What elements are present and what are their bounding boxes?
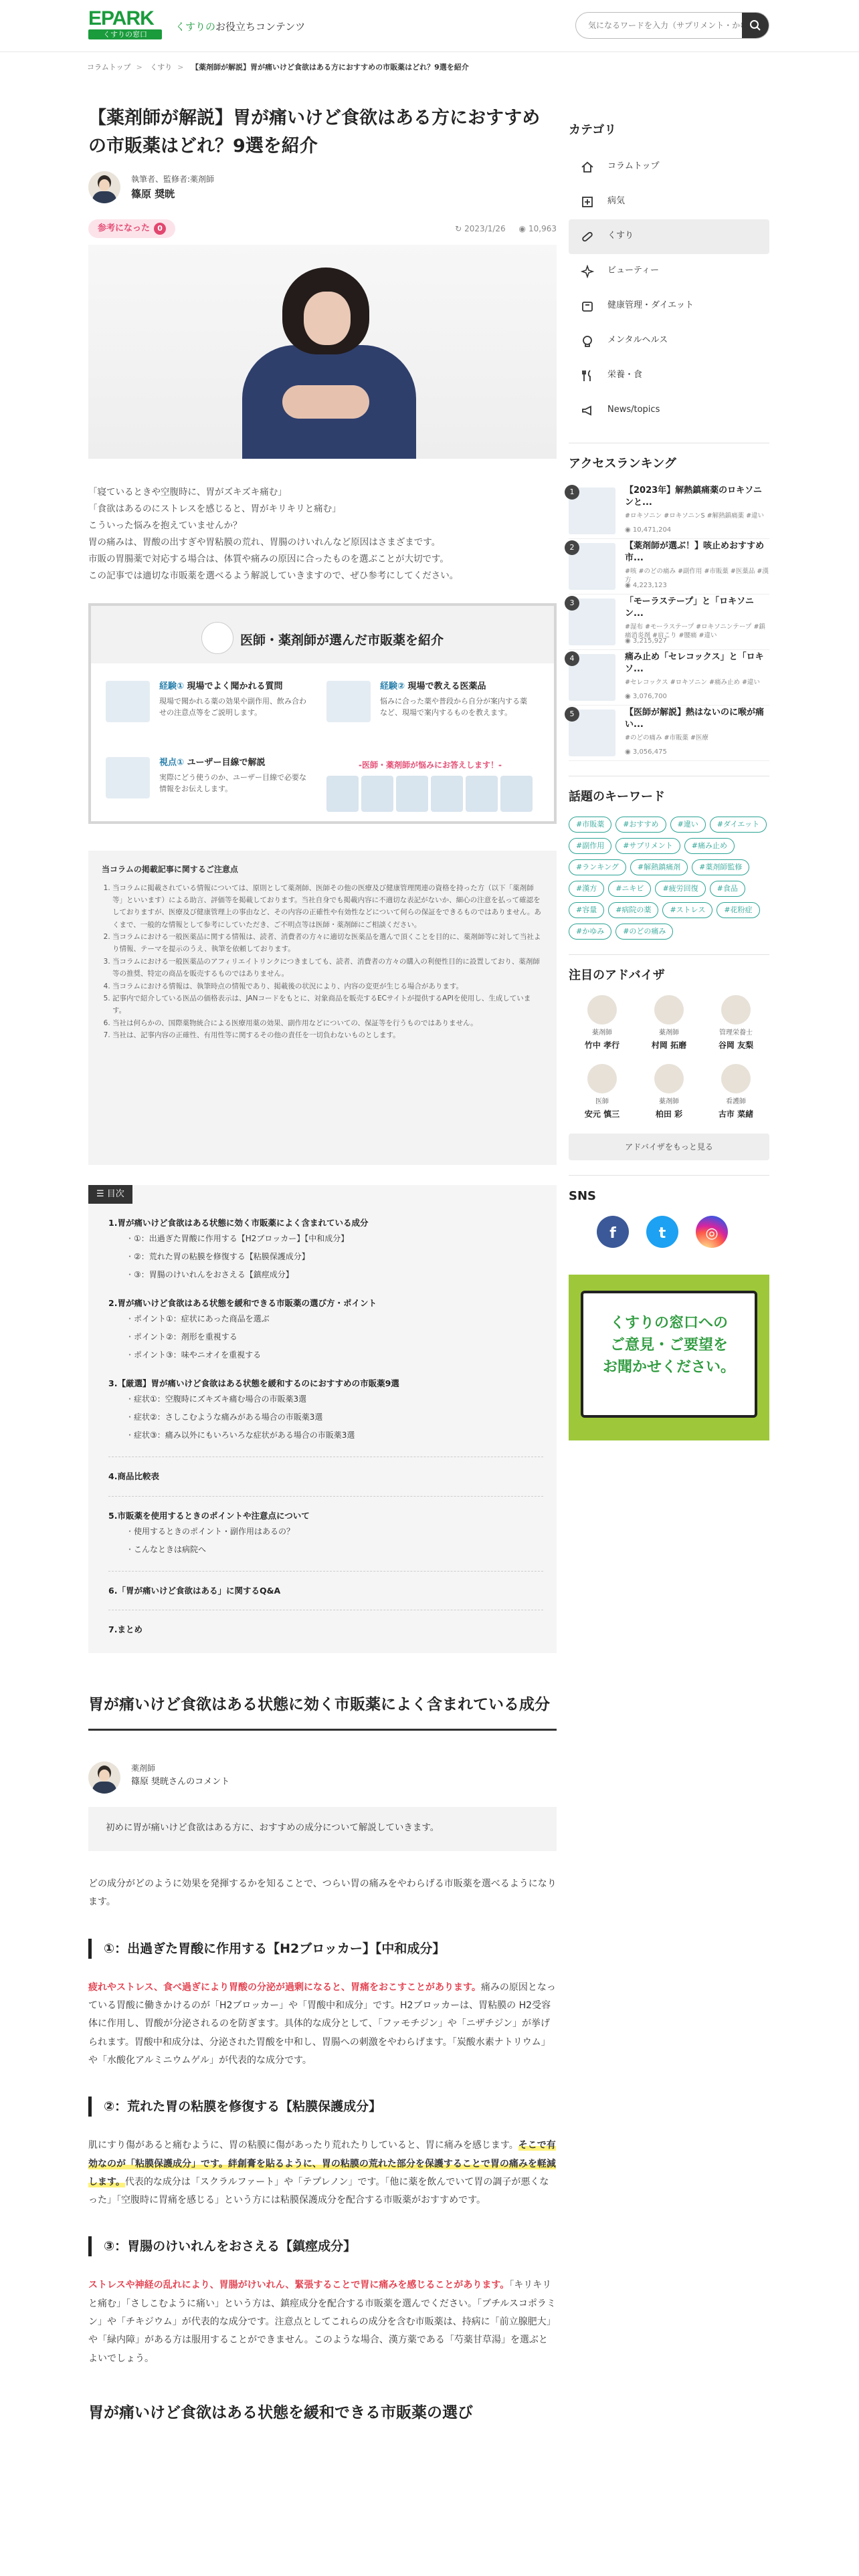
keyword-tag[interactable]: #解熱鎮痛剤: [630, 859, 688, 875]
hospital-icon: [581, 195, 594, 209]
pharmacist-label: -医師・薬剤師が悩みにお答えします！-: [359, 760, 502, 770]
advisor-more-button[interactable]: アドバイザをもっと見る: [569, 1134, 769, 1160]
notice-item: 2. 当コラムにおける一般医薬品に関する情報は、読者、消費者の方々に適切な医薬品を選んで頂くことを目的に、薬剤師等に対して当社より情報、テーマを提示のうえ、執筆を依頼しております。: [112, 931, 543, 956]
notice-item: 4. 当コラムにおける情報は、執筆時点の情報であり、掲載後の状況により、内容の変更が生じる場合があります。: [112, 980, 543, 992]
home-icon: [581, 160, 594, 174]
intro-text: [88, 484, 557, 584]
advisor-card[interactable]: 看護師 古市 菜緒: [702, 1064, 769, 1121]
ranking-item[interactable]: [569, 484, 769, 539]
intro-line: 「食欲はあるのにストレスを感じると、胃がキリキリと痛む」: [88, 503, 341, 514]
keyword-tag[interactable]: #食品: [710, 881, 745, 897]
toc-section-4[interactable]: 4.商品比較表: [108, 1471, 159, 1482]
toc-section-2[interactable]: 2.胃が痛いけど食欲はある状態を緩和できる市販薬の選び方・ポイント: [108, 1297, 377, 1308]
keyword-tag[interactable]: #花粉症: [717, 902, 759, 918]
sns-title: SNS: [569, 1188, 596, 1203]
notice-item: 6. 当社は何らかの、国際薬物統合による医療用薬の効果、副作用などについての、保証等を行うものではありません。: [112, 1017, 543, 1029]
keyword-tag[interactable]: #容量: [569, 902, 604, 918]
notice-box: [88, 851, 557, 1165]
fork-knife-icon: [581, 369, 594, 383]
keyword-tag[interactable]: #病院の薬: [608, 902, 658, 918]
rank-number: 3: [565, 596, 579, 611]
paragraph: 肌にすり傷があると痛むように、胃の粘膜に傷があったり荒れたりしていると、胃に痛みを感じます。そこで有効なのが「粘膜保護成分」です。絆創膏を貼るように、胃の粘膜の荒れた部分を保護することで胃の痛みを軽減します。代表的な成分は「スクラルファート」や「テプレノン」です。「他に薬を飲んでいて胃の調子が悪くなった」「空腹時に胃痛を感じる」という方には粘膜保護成分を配合する市販薬がおすすめです。: [88, 2140, 556, 2206]
banner-photo: [106, 757, 150, 798]
banner-photo: [106, 681, 150, 722]
helpful-count: 0: [154, 223, 166, 235]
advisor-card[interactable]: 管理栄養士 谷岡 友梨: [702, 995, 769, 1052]
keyword-tag[interactable]: #漢方: [569, 881, 604, 897]
search-box: [575, 12, 769, 39]
megaphone-icon: [581, 404, 594, 417]
keyword-tag[interactable]: #ニキビ: [608, 881, 651, 897]
toc-sub[interactable]: ・ 症状②：さしこむような痛みがある場合の市販薬3選: [108, 1408, 543, 1426]
site-header: [0, 0, 859, 52]
site-name[interactable]: [175, 19, 305, 36]
avatar: [721, 1064, 751, 1093]
head-icon: [581, 334, 594, 348]
author-role: 執筆者、監修者:薬剤師: [131, 174, 215, 184]
keyword-tag[interactable]: #ランキング: [569, 859, 626, 875]
avatar: [654, 1064, 684, 1093]
ranking-item[interactable]: [569, 595, 769, 650]
toc-section-7[interactable]: 7.まとめ: [108, 1624, 142, 1634]
hero-image: [88, 245, 557, 459]
ranking-item[interactable]: [569, 706, 769, 761]
advisor-grid: [569, 995, 769, 1121]
keyword-tag[interactable]: #おすすめ: [615, 817, 666, 833]
keyword-title: 話題のキーワード: [569, 790, 665, 804]
update-icon: ↻: [455, 223, 462, 233]
keyword-tag[interactable]: #薬剤師監修: [692, 859, 749, 875]
section-heading: 胃が痛いけど食欲はある状態を緩和できる市販薬の選び: [88, 2403, 473, 2422]
avatar: [587, 995, 617, 1025]
category-item-health[interactable]: 健康管理・ダイエット: [569, 289, 769, 324]
toc-sub[interactable]: ・ 症状③：痛み以外にもいろいろな症状がある場合の市販薬3選: [108, 1426, 543, 1444]
helpful-label: 参考になった: [98, 223, 151, 233]
toc-section-6[interactable]: 6.「胃が痛いけど食欲はある」に関するQ&A: [108, 1585, 281, 1596]
toc-list: [108, 1216, 543, 1637]
keyword-tag[interactable]: #ダイエット: [710, 817, 767, 833]
ranking-views: ◉ 3,076,700: [625, 693, 667, 700]
helpful-button[interactable]: [88, 219, 175, 238]
table-of-contents: [88, 1185, 557, 1653]
rank-number: 2: [565, 540, 579, 555]
feedback-banner[interactable]: [569, 1275, 769, 1440]
ranking-item[interactable]: [569, 650, 769, 706]
author-name[interactable]: 篠原 奨晄: [131, 187, 175, 200]
banner-item-desc: 悩みに合った薬や普段から自分が案内する薬など、現場で案内するものを教えます。: [380, 696, 527, 718]
ranking-views: ◉ 3,056,475: [625, 748, 667, 756]
keyword-list: [569, 817, 769, 940]
paragraph: ストレスや神経の乱れにより、胃腸がけいれん、緊張することで胃に痛みを感じることがあります。「キリキリと痛む」「さしこむように痛い」という方は、鎮痙成分を配合する市販薬を選んでください。「ブチルスコポラミン」や「チキジウム」が代表的な成分です。注意点としてこれらの成分を含む市販薬は、持病に「前立腺肥大」や「緑内障」がある方は服用することができません。このような場合、漢方薬である「芍薬甘草湯」を選ぶとよいでしょう。: [88, 2280, 556, 2364]
ranking-views: ◉ 3,215,927: [625, 637, 667, 645]
toc-section-1[interactable]: 1.胃が痛いけど食欲はある状態に効く市販薬によく含まれている成分: [108, 1217, 369, 1228]
ranking-title-text: 【2023年】解熱鎮痛薬のロキソニンと...: [625, 486, 762, 508]
breadcrumb-item-top[interactable]: コラムトップ: [87, 63, 131, 72]
expert-banner[interactable]: [88, 603, 557, 824]
view-count: 10,963: [529, 223, 557, 233]
instagram-icon[interactable]: ◎: [696, 1216, 728, 1248]
category-item-news[interactable]: News/topics: [569, 393, 769, 428]
sidebar: [569, 120, 769, 1440]
intro-line: この記事では適切な市販薬を選べるよう解説していきますので、ぜひ参考にしてください。: [88, 570, 459, 581]
facebook-icon[interactable]: f: [597, 1216, 629, 1248]
meta-info: [444, 222, 557, 235]
epark-logo[interactable]: [88, 8, 162, 39]
ranking-tags: #セレコックス #ロキソニン #痛み止め #違い: [625, 679, 760, 686]
category-item-top[interactable]: コラムトップ: [569, 150, 769, 185]
rank-number: 5: [565, 707, 579, 722]
breadcrumb-sep: >: [136, 63, 142, 72]
search-button[interactable]: [742, 13, 769, 38]
toc-sub[interactable]: ・ ポイント②：剤形を重視する: [108, 1328, 543, 1346]
banner-item-title: 経験① 現場でよく聞かれる質問: [159, 681, 283, 691]
ranking-title-text: 【薬剤師が選ぶ！】咳止めおすすめ市...: [625, 541, 765, 564]
ranking-title-text: 【医師が解説】熱はないのに喉が痛い...: [625, 708, 765, 730]
advisor-card[interactable]: 薬剤師 竹中 孝行: [569, 995, 636, 1052]
logo-sub: くすりの窓口: [88, 29, 162, 39]
breadcrumb-item-kusuri[interactable]: くすり: [150, 63, 173, 72]
sns-links: [569, 1216, 769, 1248]
sparkle-icon: [581, 265, 594, 278]
intro-line: 胃の痛みは、胃酸の出すぎや胃粘膜の荒れ、胃腸のけいれんなど原因はさまざまです。: [88, 536, 441, 548]
keyword-tag[interactable]: #サプリメント: [615, 838, 680, 854]
ranking-item[interactable]: [569, 539, 769, 595]
article-main: [88, 94, 557, 2438]
pharmacist-row: [326, 758, 534, 812]
advisor-card[interactable]: 医師 安元 慎三: [569, 1064, 636, 1121]
advisor-card[interactable]: 薬剤師 村岡 拓磨: [636, 995, 702, 1052]
ranking-tags: #湿布 #モーラステープ #ロキソニンテープ #鎮痛消炎剤 #肩こり #腰痛 #違い: [625, 623, 765, 640]
logo-text: EPARK: [88, 7, 154, 29]
comment-name: 篠原 奨晄さんのコメント: [131, 1777, 230, 1788]
ranking-tags: #ロキソニン #ロキソニンS #解熱鎮痛薬 #違い: [625, 512, 765, 520]
category-item-disease[interactable]: 病気: [569, 185, 769, 219]
intro-line: 市販の胃腸薬で対応する場合は、体質や痛みの原因に合ったものを選ぶことが大切です。: [88, 553, 449, 564]
pill-icon: [581, 230, 594, 243]
keyword-tag[interactable]: #痛み止め: [684, 838, 735, 854]
twitter-icon[interactable]: t: [646, 1216, 678, 1248]
notice-item: 5. 記事内で紹介している医品の価格表示は、JANコードをもとに、対象商品を販売するECサイトが提供するAPIを使用し、生成しています。: [112, 992, 543, 1017]
rank-number: 4: [565, 651, 579, 666]
paragraph: 疲れやストレス、食べ過ぎにより胃酸の分泌が過剰になると、胃痛をおこすことがあります。痛みの原因となっている胃酸に働きかけるのが「H2ブロッカー」や「胃酸中和成分」です。H2ブロッカーは、胃粘膜の H2受容体に作用し、胃酸が分泌されるのを防ぎます。具体的な成分として、「ファモチジン」や「ニザチジン」が挙げられます。胃酸中和成分は、分泌された胃酸を中和し、胃腸への刺激をやわらげます。「炭酸水素ナトリウム」や「水酸化アルミニウムゲル」が代表的な成分です。: [88, 1981, 556, 2066]
banner-item-desc: 現場で聞かれる薬の効果や副作用、飲み合わせの注意点等をご説明します。: [159, 696, 306, 718]
toc-sub[interactable]: ・ ポイント①：症状にあった商品を選ぶ: [108, 1310, 543, 1328]
keyword-tag[interactable]: #のどの痛み: [615, 924, 673, 940]
eye-icon: ◉: [518, 223, 526, 233]
search-icon: [749, 19, 761, 31]
lead-paragraph: どの成分がどのように効果を発揮するかを知ることで、つらい胃の痛みをやわらげる市販薬を選べるようになります。: [88, 1879, 557, 1908]
toc-label: ☰ 目次: [88, 1185, 132, 1204]
keyword-tag[interactable]: #違い: [670, 817, 706, 833]
toc-sub[interactable]: ・ ポイント③：味やニオイを重視する: [108, 1346, 543, 1364]
subsection-heading: ③：胃腸のけいれんをおさえる【鎮痙成分】: [88, 2236, 557, 2256]
toc-sub[interactable]: ・ ②：荒れた胃の粘膜を修復する【粘膜保護成分】: [108, 1248, 543, 1266]
ranking-list: [569, 484, 769, 761]
notice-item: 7. 当社は、記事内容の正確性、有用性等に関するその他の責任を一切負わないものとします。: [112, 1029, 543, 1041]
banner-item-title: 視点① ユーザー目線で解説: [159, 757, 266, 768]
toc-section-3[interactable]: 3.【厳選】胃が痛いけど食欲はある状態を緩和するのにおすすめの市販薬9選: [108, 1378, 399, 1388]
ranking-tags: #のどの痛み #市販薬 #医療: [625, 734, 708, 742]
search-input[interactable]: [576, 13, 742, 38]
toc-sub[interactable]: ・ 使用するときのポイント・副作用はあるの？: [108, 1523, 543, 1541]
toc-sub[interactable]: ・ こんなときは病院へ: [108, 1541, 543, 1559]
keyword-tag[interactable]: #市販薬: [569, 817, 611, 833]
toc-sub[interactable]: ・ 症状①：空腹時にズキズキ痛む場合の市販薬3選: [108, 1390, 543, 1408]
author-block: [88, 171, 557, 206]
banner-item-title: 経験② 現場で教える医薬品: [380, 681, 486, 691]
ranking-tags: #咳 #のどの痛み #副作用 #市販薬 #医薬品 #漢方: [625, 568, 769, 584]
kusuri-logo-icon: [201, 622, 233, 654]
keyword-tag[interactable]: #かゆみ: [569, 924, 611, 940]
post-date: 2023/1/26: [464, 223, 506, 233]
advisor-title: 注目のアドバイザ: [569, 968, 665, 982]
subsection-heading: ②：荒れた胃の粘膜を修復する【粘膜保護成分】: [88, 2097, 557, 2117]
avatar: [587, 1064, 617, 1093]
notice-item: 3. 当コラムにおける一般医薬品のアフィリエイトリンクにつきましても、読者、消費者の方々の購入の利便性目的に設置しており、薬剤師等の推奨、特定の商品を販売するものではありません。: [112, 956, 543, 980]
breadcrumb: [87, 62, 474, 74]
ranking-title: アクセスランキング: [569, 457, 676, 471]
rank-number: 1: [565, 485, 579, 500]
breadcrumb-item-current: 【薬剤師が解説】胃が痛いけど食欲はある方におすすめの市販薬はどれ？9選を紹介: [191, 63, 469, 72]
keyword-tag[interactable]: #疲労回復: [655, 881, 705, 897]
category-item-beauty[interactable]: ビューティー: [569, 254, 769, 289]
ranking-views: ◉ 4,223,123: [625, 582, 667, 589]
banner-photo: [326, 681, 371, 722]
pharmacist-faces: [326, 776, 534, 812]
category-list: [569, 150, 769, 428]
intro-line: 「寝ているときや空腹時に、胃がズキズキ痛む」: [88, 486, 287, 498]
category-item-nutrition[interactable]: 栄養・食: [569, 358, 769, 393]
banner-title: 医師・薬剤師が選んだ市販薬を紹介: [91, 625, 554, 657]
category-item-medicine[interactable]: くすり: [569, 219, 769, 254]
banner-item-desc: 実際にどう使うのか、ユーザー目線で必要な情報をお伝えします。: [159, 772, 306, 794]
section-heading: 胃が痛いけど食欲はある状態に効く市販薬によく含まれている成分: [88, 1693, 557, 1731]
pharmacist-comment: [88, 1761, 557, 1855]
keyword-tag[interactable]: #副作用: [569, 838, 611, 854]
subsection-heading: ①：出過ぎた胃酸に作用する【H2ブロッカー】【中和成分】: [88, 1939, 557, 1959]
advisor-card[interactable]: 薬剤師 柏田 彩: [636, 1064, 702, 1121]
breadcrumb-sep: >: [177, 63, 184, 72]
avatar: [88, 171, 120, 203]
notice-item: 1. 当コラムに掲載されている情報については、原則として薬剤師、医師その他の医療及び健康管理関連の資格を持った方（以下「薬剤師等」といいます）による助言、評価等を掲載しております。当社自身でも掲載内容に不適切な表記がないか、細心の注意を払って確認をしておりますが、医療及び健康管理上の事由など、その内容の正確性や有効性などについて何らの保証をできるものではありません。あくまで、一般的な情報として参考にしていただき、ご不明点等は医師・薬剤師にご相談ください。: [112, 882, 543, 932]
toc-sub[interactable]: ・ ③：胃腸のけいれんをおさえる【鎮痙成分】: [108, 1266, 543, 1284]
category-item-mental[interactable]: メンタルヘルス: [569, 324, 769, 358]
ranking-title-text: 「モーラステープ」と「ロキソニン...: [625, 597, 754, 619]
page-title: 【薬剤師が解説】胃が痛いけど食欲はある方におすすめの市販薬はどれ？9選を紹介: [88, 108, 541, 156]
site-suffix: お役立ちコンテンツ: [215, 21, 306, 33]
toc-section-5[interactable]: 5.市販薬を使用するときのポイントや注意点について: [108, 1510, 310, 1521]
avatar: [721, 995, 751, 1025]
site-prefix: くすりの: [175, 21, 216, 33]
scale-icon: [581, 300, 594, 313]
ranking-title-text: 痛み止め「セレコックス」と「ロキソ...: [625, 652, 764, 675]
toc-sub[interactable]: ・ ①：出過ぎた胃酸に作用する【H2ブロッカー】【中和成分】: [108, 1230, 543, 1248]
keyword-tag[interactable]: #ストレス: [662, 902, 712, 918]
notice-title: 当コラムの掲載記事に関するご注意点: [102, 864, 238, 874]
intro-line: こういった悩みを抱えていませんか？: [88, 520, 242, 531]
comment-role: 薬剤師: [131, 1763, 156, 1774]
avatar: [654, 995, 684, 1025]
feedback-text: くすりの窓口への ご意見・ご要望を お聞かせください。: [602, 1314, 735, 1376]
comment-bubble: 初めに胃が痛いけど食欲はある方に、おすすめの成分について解説していきます。: [88, 1807, 557, 1851]
ranking-views: ◉ 10,471,204: [625, 526, 672, 534]
category-title: カテゴリ: [569, 123, 617, 137]
meta-row: [88, 218, 557, 241]
avatar: [88, 1761, 120, 1794]
